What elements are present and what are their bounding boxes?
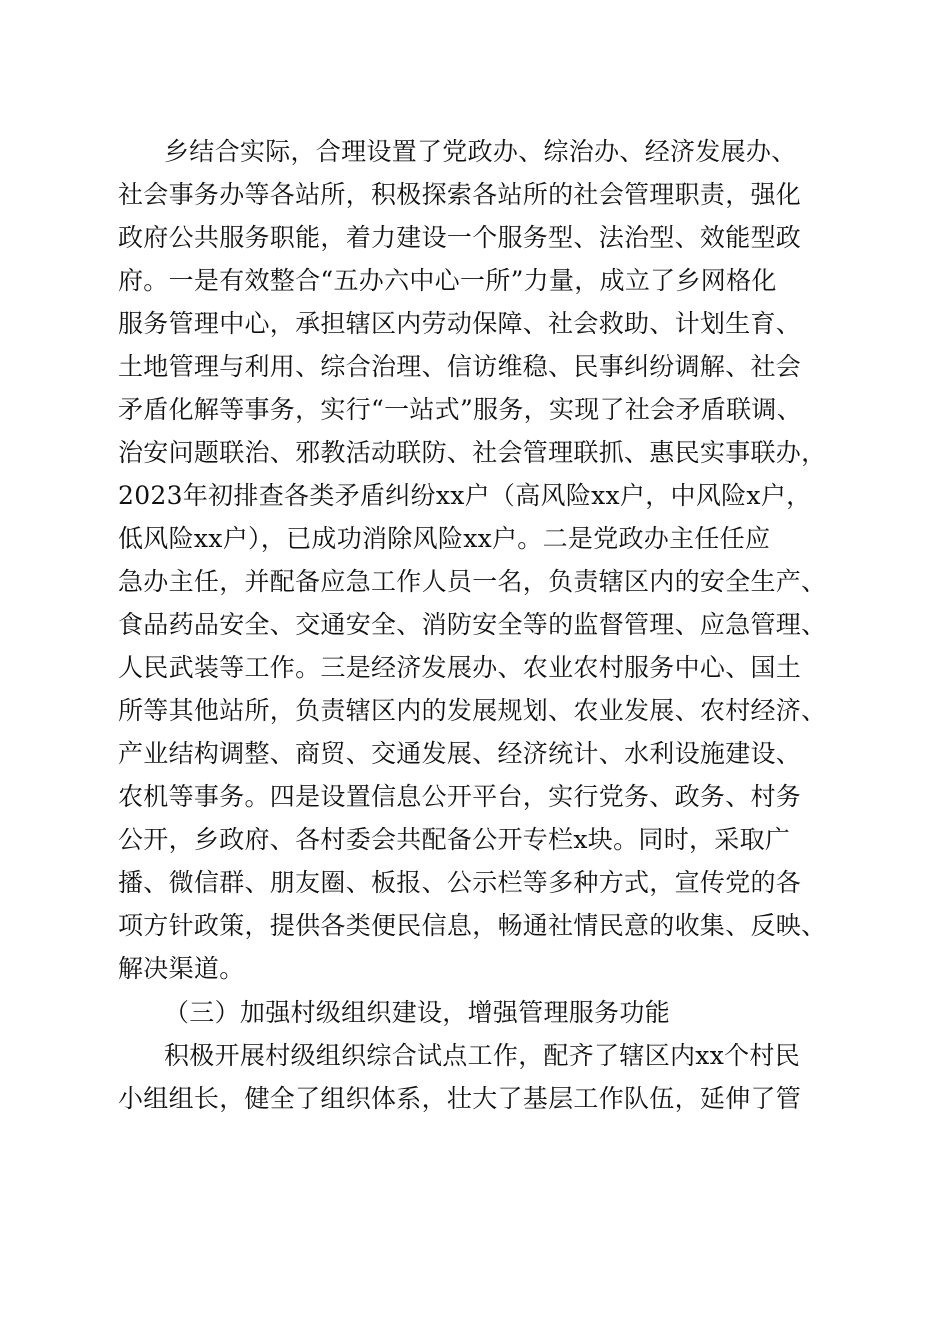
paragraph-line: 所等其他站所，负责辖区内的发展规划、农业发展、农村经济、: [118, 696, 827, 725]
paragraph-line: 项方针政策，提供各类便民信息，畅通社情民意的收集、反映、: [118, 911, 827, 940]
paragraph-line: 急办主任，并配备应急工作人员一名，负责辖区内的安全生产、: [118, 567, 827, 596]
paragraph-line: 低风险xx户），已成功消除风险xx户。二是党政办主任任应: [118, 524, 771, 553]
paragraph-line: 乡结合实际，合理设置了党政办、综治办、经济发展办、: [164, 137, 797, 166]
section-heading: （三）加强村级组织建设，增强管理服务功能: [164, 998, 671, 1027]
paragraph-line: 政府公共服务职能，着力建设一个服务型、法治型、效能型政: [118, 223, 802, 252]
paragraph-line: 治安问题联治、邪教活动联防、社会管理联抓、惠民实事联办，: [118, 438, 827, 467]
paragraph-line: 人民武装等工作。三是经济发展办、农业农村服务中心、国土: [118, 653, 802, 682]
paragraph-line: 解决渠道。: [118, 954, 245, 983]
paragraph-line: 土地管理与利用、综合治理、信访维稳、民事纠纷调解、社会: [118, 352, 802, 381]
paragraph-line: 公开，乡政府、各村委会共配备公开专栏x块。同时，采取广: [118, 825, 791, 854]
paragraph-line: 府。一是有效整合“五办六中心一所”力量，成立了乡网格化: [118, 266, 777, 295]
paragraph-line: 积极开展村级组织综合试点工作，配齐了辖区内xx个村民: [164, 1041, 801, 1070]
paragraph-line: 小组组长，健全了组织体系，壮大了基层工作队伍，延伸了管: [118, 1084, 802, 1113]
paragraph-line: 播、微信群、朋友圈、板报、公示栏等多种方式，宣传党的各: [118, 868, 802, 897]
paragraph-line: 产业结构调整、商贸、交通发展、经济统计、水利设施建设、: [118, 739, 802, 768]
paragraph-line: 农机等事务。四是设置信息公开平台，实行党务、政务、村务: [118, 782, 802, 811]
paragraph-line: 服务管理中心，承担辖区内劳动保障、社会救助、计划生育、: [118, 309, 802, 338]
paragraph-line: 食品药品安全、交通安全、消防安全等的监督管理、应急管理、: [118, 610, 827, 639]
paragraph-line: 矛盾化解等事务，实行“一站式”服务，实现了社会矛盾联调、: [118, 395, 802, 424]
paragraph-line: 社会事务办等各站所，积极探索各站所的社会管理职责，强化: [118, 180, 802, 209]
paragraph-line: 2023年初排查各类矛盾纠纷xx户（高风险xx户，中风险x户，: [118, 481, 812, 510]
